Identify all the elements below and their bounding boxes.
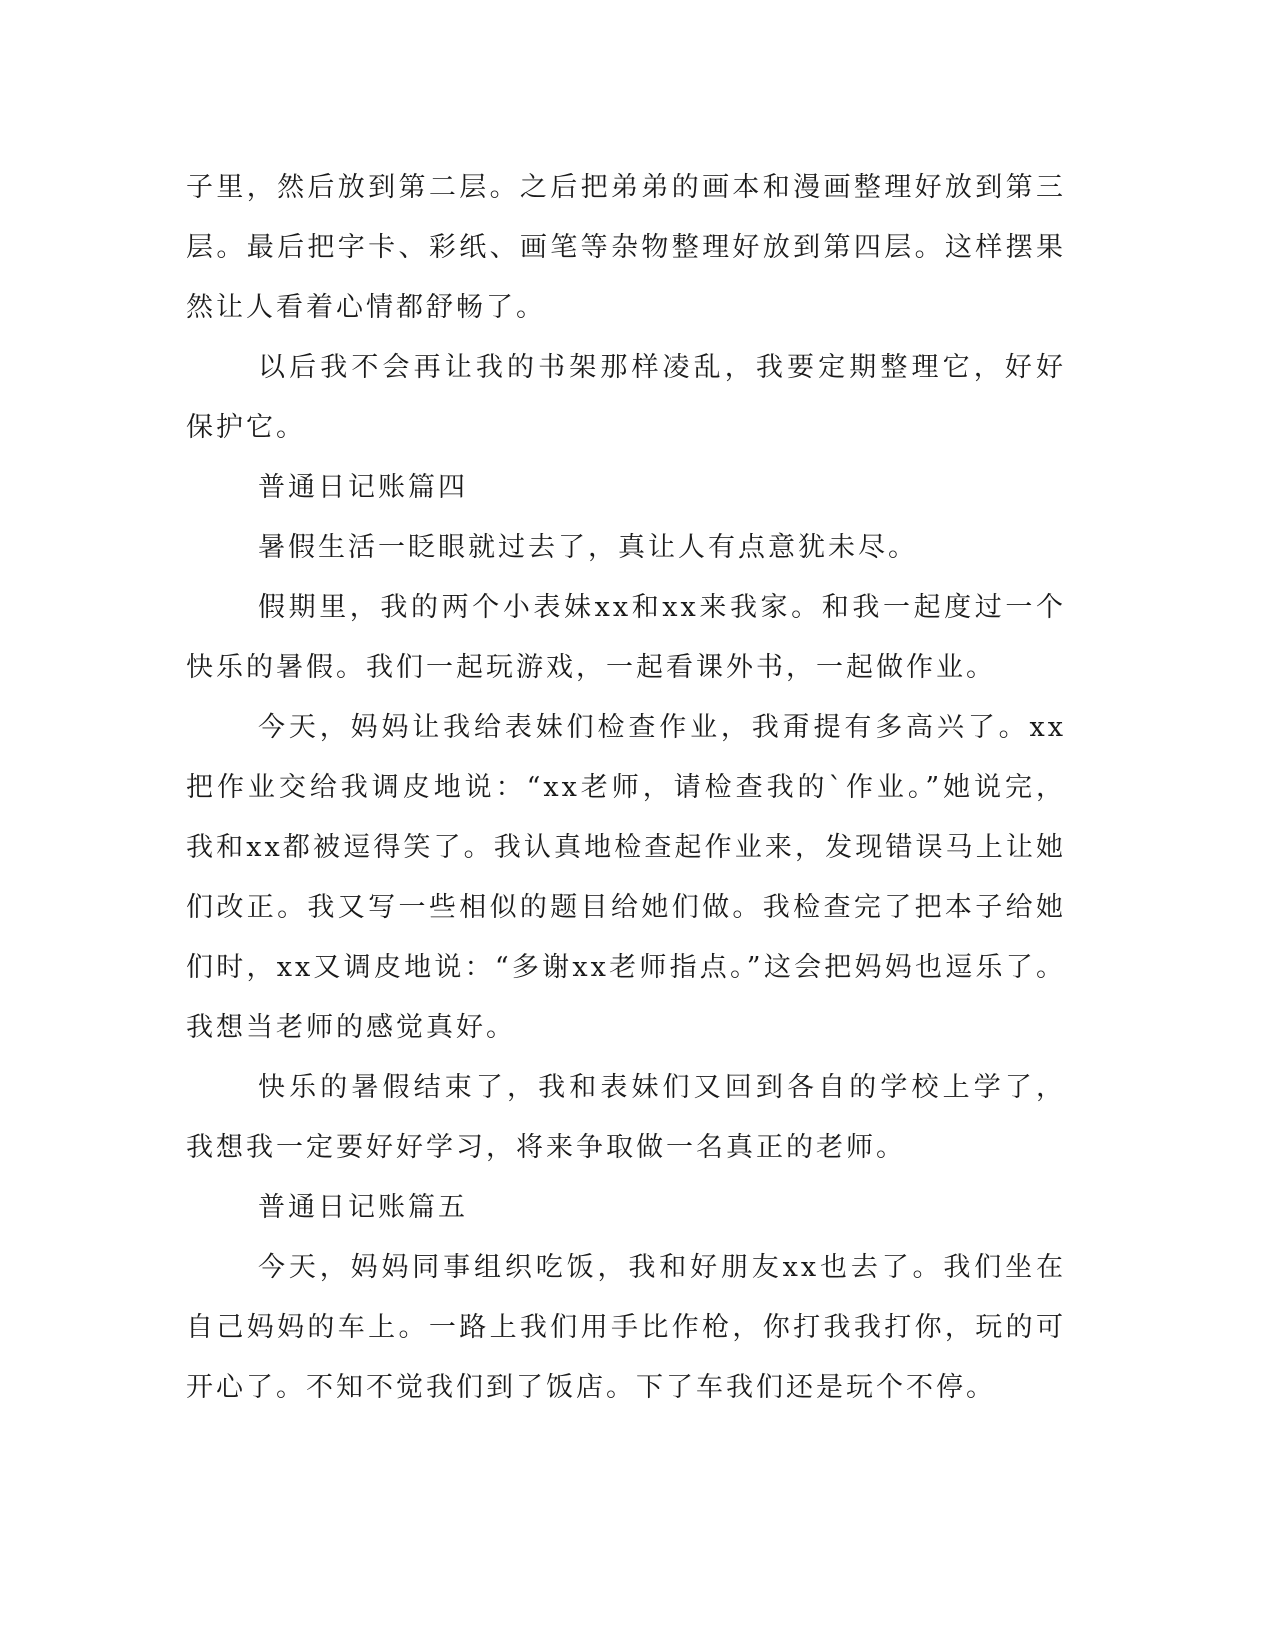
paragraph-summer-over: 暑假生活一眨眼就过去了，真让人有点意犹未尽。 [258,532,918,563]
paragraph-dinner-outing: 今天，妈妈同事组织吃饭，我和好朋友xx也去了。我们坐在自己妈妈的车上。一路上我们用手比作枪，你打我我打你，玩的可开心了。不知不觉我们到了饭店。下了车我们还是玩个不停。 [186,1252,1066,1403]
section-heading-four: 普通日记账篇四 [258,472,468,503]
paragraph-cousins-visit: 假期里，我的两个小表妹xx和xx来我家。和我一起度过一个快乐的暑假。我们一起玩游戏，一起看课外书，一起做作业。 [186,592,1066,683]
paragraph-shelf-promise: 以后我不会再让我的书架那样凌乱，我要定期整理它，好好保护它。 [186,352,1066,443]
paragraph-shelf-arrangement: 子里，然后放到第二层。之后把弟弟的画本和漫画整理好放到第三层。最后把字卡、彩纸、画笔等杂物整理好放到第四层。这样摆果然让人看着心情都舒畅了。 [186,172,1066,323]
paragraph-summer-end: 快乐的暑假结束了，我和表妹们又回到各自的学校上学了，我想我一定要好好学习，将来争取做一名真正的老师。 [186,1072,1066,1163]
document-body [186,158,1066,1418]
section-heading-five: 普通日记账篇五 [258,1192,468,1223]
paragraph-check-homework: 今天，妈妈让我给表妹们检查作业，我甭提有多高兴了。xx把作业交给我调皮地说：“xx老师，请检查我的`作业。”她说完，我和xx都被逗得笑了。我认真地检查起作业来，发现错误马上让她们改正。我又写一些相似的题目给她们做。我检查完了把本子给她们时，xx又调皮地说：“多谢xx老师指点。”这会把妈妈也逗乐了。我想当老师的感觉真好。 [186,712,1066,1043]
